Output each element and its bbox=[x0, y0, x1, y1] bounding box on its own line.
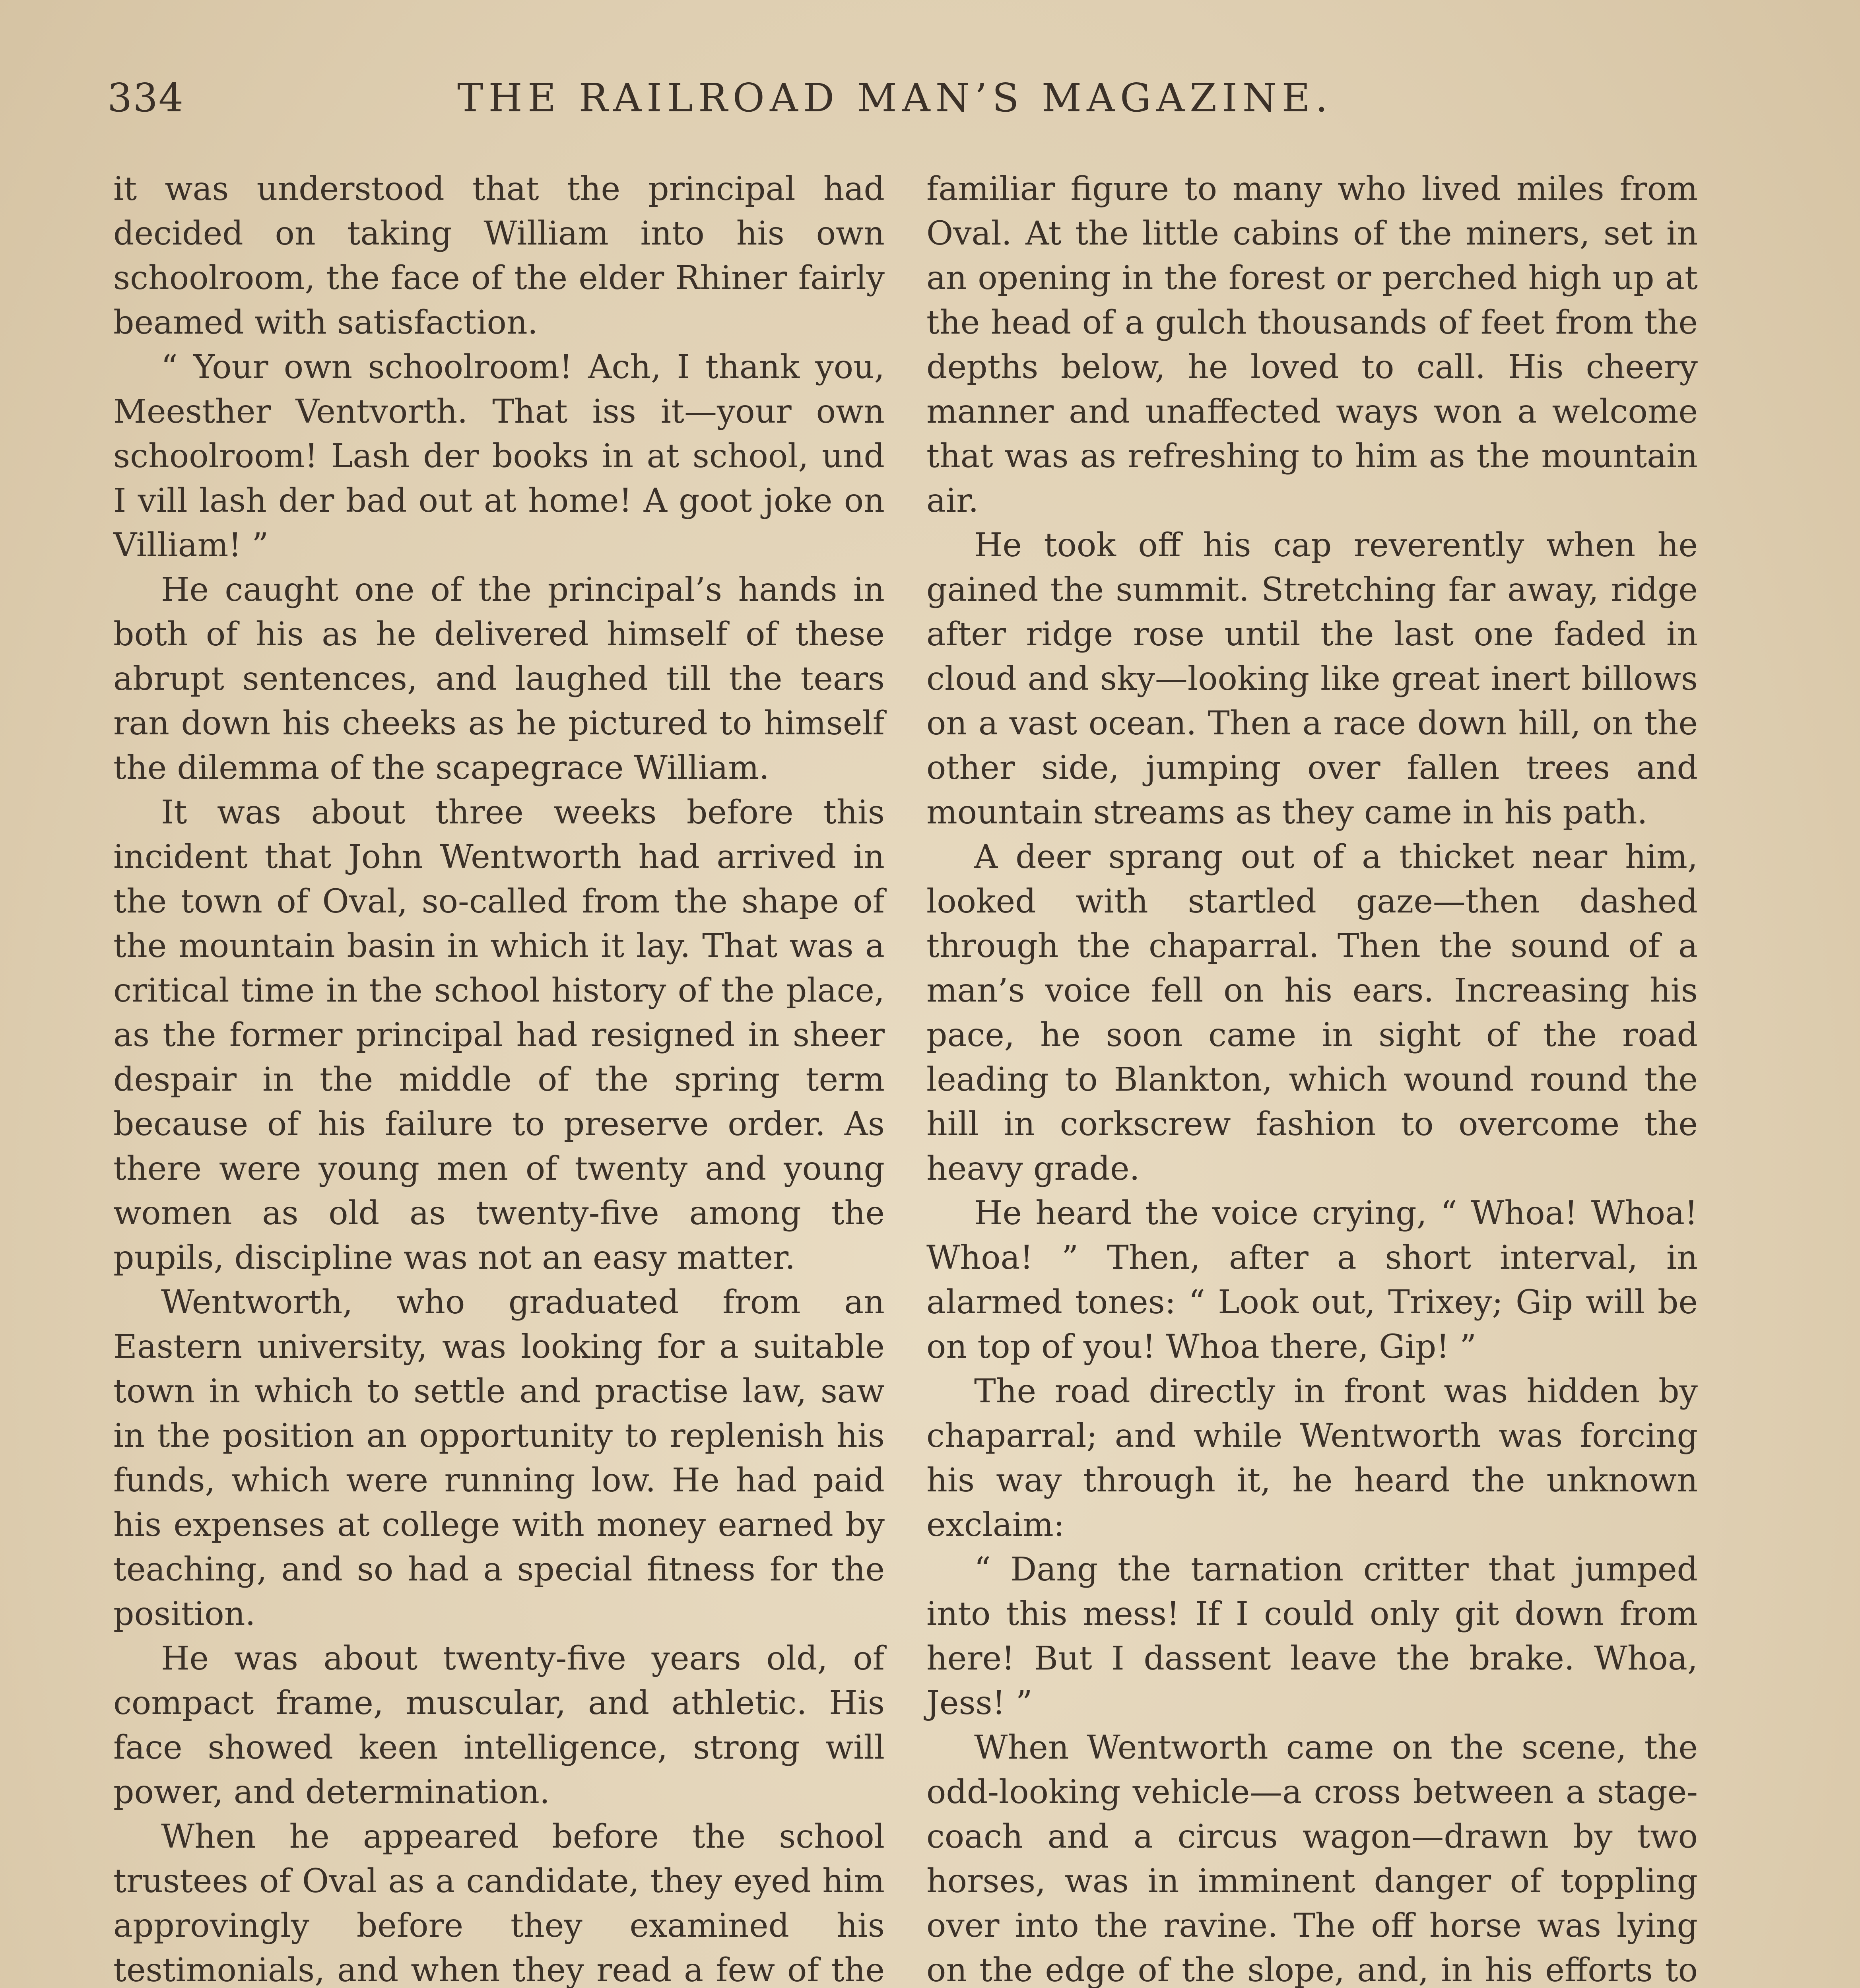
paragraph: He was about twenty-five years old, of compact frame, muscular, and athletic. His face showed keen intelligence, strong will power, and determination. bbox=[113, 1640, 885, 1811]
paragraph: He caught one of the principal’s hands in both of his as he delivered himself of these abrupt sentences, and laughed till the tears ran down his cheeks as he pictured to himself the dilemma of the scapegrace William. bbox=[113, 571, 885, 787]
paragraph: The road directly in front was hidden by chaparral; and while Wentworth was forcing his way through it, he heard the unknown exclaim: bbox=[926, 1373, 1698, 1544]
left-column bbox=[113, 167, 885, 1988]
running-title: THE RAILROAD MAN’S MAGAZINE. bbox=[457, 76, 1333, 121]
right-column bbox=[926, 167, 1698, 1988]
paragraph: familiar figure to many who lived miles from Oval. At the little cabins of the miners, set in an opening in the forest or perched high up at the head of a gulch thousands of feet from the depths below, he loved to call. His cheery manner and unaffected ways won a welcome that was as refreshing to him as the mountain air. bbox=[926, 170, 1698, 520]
paragraph: He took off his cap reverently when he gained the summit. Stretching far away, ridge after ridge rose until the last one faded in cloud and sky—looking like great inert billows on a vast ocean. Then a race down hill, on the other side, jumping over fallen trees and mountain streams as they came in his path. bbox=[926, 526, 1698, 831]
paragraph: When Wentworth came on the scene, the odd-looking vehicle—a cross between a stage-coach and a circus wagon—drawn by two horses, was in imminent danger of toppling over into the ravine. The off horse was lying on the edge of the slope, and, in his efforts to bbox=[926, 1729, 1698, 1988]
paragraph: He heard the voice crying, “ Whoa! Whoa! Whoa! ” Then, after a short interval, in alarmed tones: “ Look out, Trixey; Gip will be on top of you! Whoa there, Gip! ” bbox=[926, 1194, 1698, 1366]
paragraph: Wentworth, who graduated from an Eastern university, was looking for a suitable town in which to settle and practise law, saw in the position an opportunity to replenish his funds, which were running low. He had paid his expenses at college with money earned by teaching, and so had a special fitness for the position. bbox=[113, 1283, 885, 1633]
page-header bbox=[107, 76, 1730, 139]
page-number: 334 bbox=[107, 76, 184, 121]
paragraph: “ Dang the tarnation critter that jumped into this mess! If I could only git down from here! But I dassent leave the brake. Whoa, Jess! ” bbox=[926, 1551, 1698, 1722]
paragraph: “ Your own schoolroom! Ach, I thank you, Meesther Ventvorth. That iss it—your own schoolroom! Lash der books in at school, und I vill lash der bad out at home! A goot joke on Villiam! ” bbox=[113, 348, 885, 564]
paragraph: When he appeared before the school trustees of Oval as a candidate, they eyed him approvingly before they examined his testimonials, and when they read a few of the bbox=[113, 1818, 885, 1988]
paragraph: it was understood that the principal had decided on taking William into his own schoolroom, the face of the elder Rhiner fairly beamed with satisfaction. bbox=[113, 170, 885, 342]
paragraph: It was about three weeks before this incident that John Wentworth had arrived in the town of Oval, so-called from the shape of the mountain basin in which it lay. That was a critical time in the school history of the place, as the former principal had resigned in sheer despair in the middle of the spring term because of his failure to preserve order. As there were young men of twenty and young women as old as twenty-five among the pupils, discipline was not an easy matter. bbox=[113, 794, 885, 1277]
paragraph: A deer sprang out of a thicket near him, looked with startled gaze—then dashed through the chaparral. Then the sound of a man’s voice fell on his ears. Increasing his pace, he soon came in sight of the road leading to Blankton, which wound round the hill in corkscrew fashion to overcome the heavy grade. bbox=[926, 838, 1698, 1188]
